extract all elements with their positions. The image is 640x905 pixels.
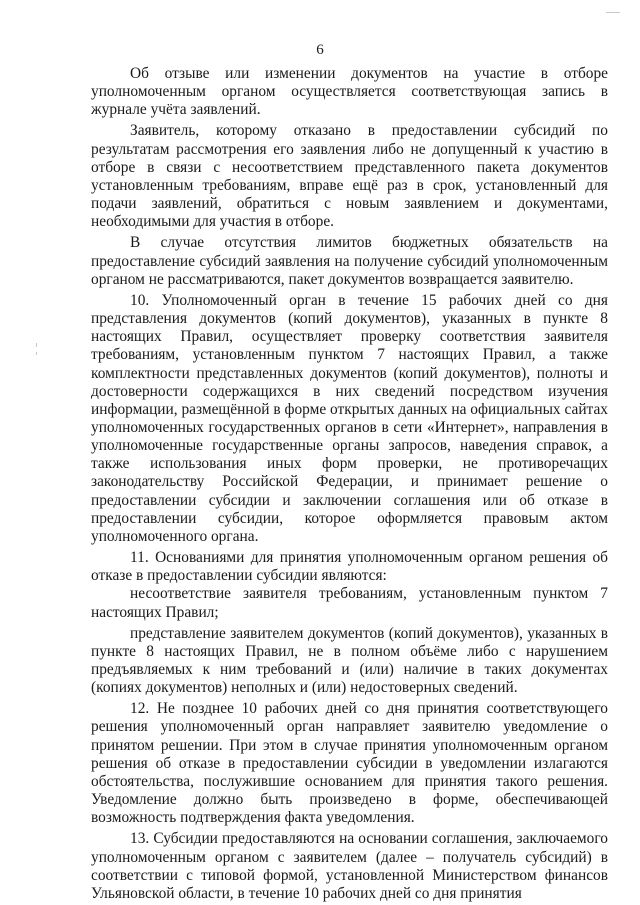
scan-artifact <box>36 352 37 355</box>
page-number: 6 <box>316 42 324 58</box>
paragraph-withdrawal-record: Об отзыве или изменении документов на участие в отборе уполномоченным органом осуществляется соответствующая запись в журнале учёта заявлений. <box>91 65 608 119</box>
scan-artifact <box>36 343 37 347</box>
paragraph-clause-12: 12. Не позднее 10 рабочих дней со дня принятия соответствующего решения уполномоченный орган направляет заявителю уведомление о принятом решении. При этом в случае принятия уполномоченным органом решения об отказе в предоставлении субсидии в уведомлении излагаются обстоятельства, послужившие основанием для принятия такого решения. Уведомление должно быть произведено в форме, обеспечивающей возможность подтверждения факта уведомления. <box>91 700 608 827</box>
paragraph-reapplication: Заявитель, которому отказано в предоставлении субсидий по результатам рассмотрения его заявления либо не допущенный к участию в отборе в связи с несоответствием представленного пакета документов установленным требованиям, вправе ещё раз в срок, установленный для подачи заявлений, обратиться с новым заявлением и документами, необходимыми для участия в отборе. <box>91 122 608 231</box>
paragraph-budget-limits: В случае отсутствия лимитов бюджетных обязательств на предоставление субсидий заявления на получение субсидий уполномоченным органом не рассматриваются, пакет документов возвращается заявителю. <box>91 234 608 288</box>
document-body <box>91 65 608 903</box>
paragraph-clause-11-item-2: представление заявителем документов (копий документов), указанных в пункте 8 настоящих Правил, не в полном объёме либо с нарушением предъявляемых к ним требований и (или) наличие в таких документах (копиях документов) неполных и (или) недостоверных сведений. <box>91 624 608 697</box>
paragraph-clause-11: 11. Основаниями для принятия уполномоченным органом решения об отказе в предоставлении субсидии являются: <box>91 549 608 585</box>
scan-artifact <box>606 12 620 13</box>
paragraph-clause-10: 10. Уполномоченный орган в течение 15 рабочих дней со дня представления документов (копий документов), указанных в пункте 8 настоящих Правил, осуществляет проверку соответствия заявителя требованиям, установленным пунктом 7 настоящих Правил, а также комплектности представленных документов (копий документов), полноты и достоверности содержащихся в них сведений посредством изучения информации, размещённой в форме открытых данных на официальных сайтах уполномоченных государственных органов в сети «Интернет», направления в уполномоченные государственные органы запросов, наведения справок, а также использования иных форм проверки, не противоречащих законодательству Российской Федерации, и принимает решение о предоставлении субсидии и заключении соглашения или об отказе в предоставлении субсидии, которое оформляется правовым актом уполномоченного органа. <box>91 291 608 545</box>
paragraph-clause-11-item-1: несоответствие заявителя требованиям, установленным пунктом 7 настоящих Правил; <box>91 585 608 621</box>
paragraph-clause-13: 13. Субсидии предоставляются на основании соглашения, заключаемого уполномоченным органом с заявителем (далее – получатель субсидий) в соответствии с типовой формой, установленной Министерством финансов Ульяновской области, в течение 10 рабочих дней со дня принятия <box>91 830 608 902</box>
